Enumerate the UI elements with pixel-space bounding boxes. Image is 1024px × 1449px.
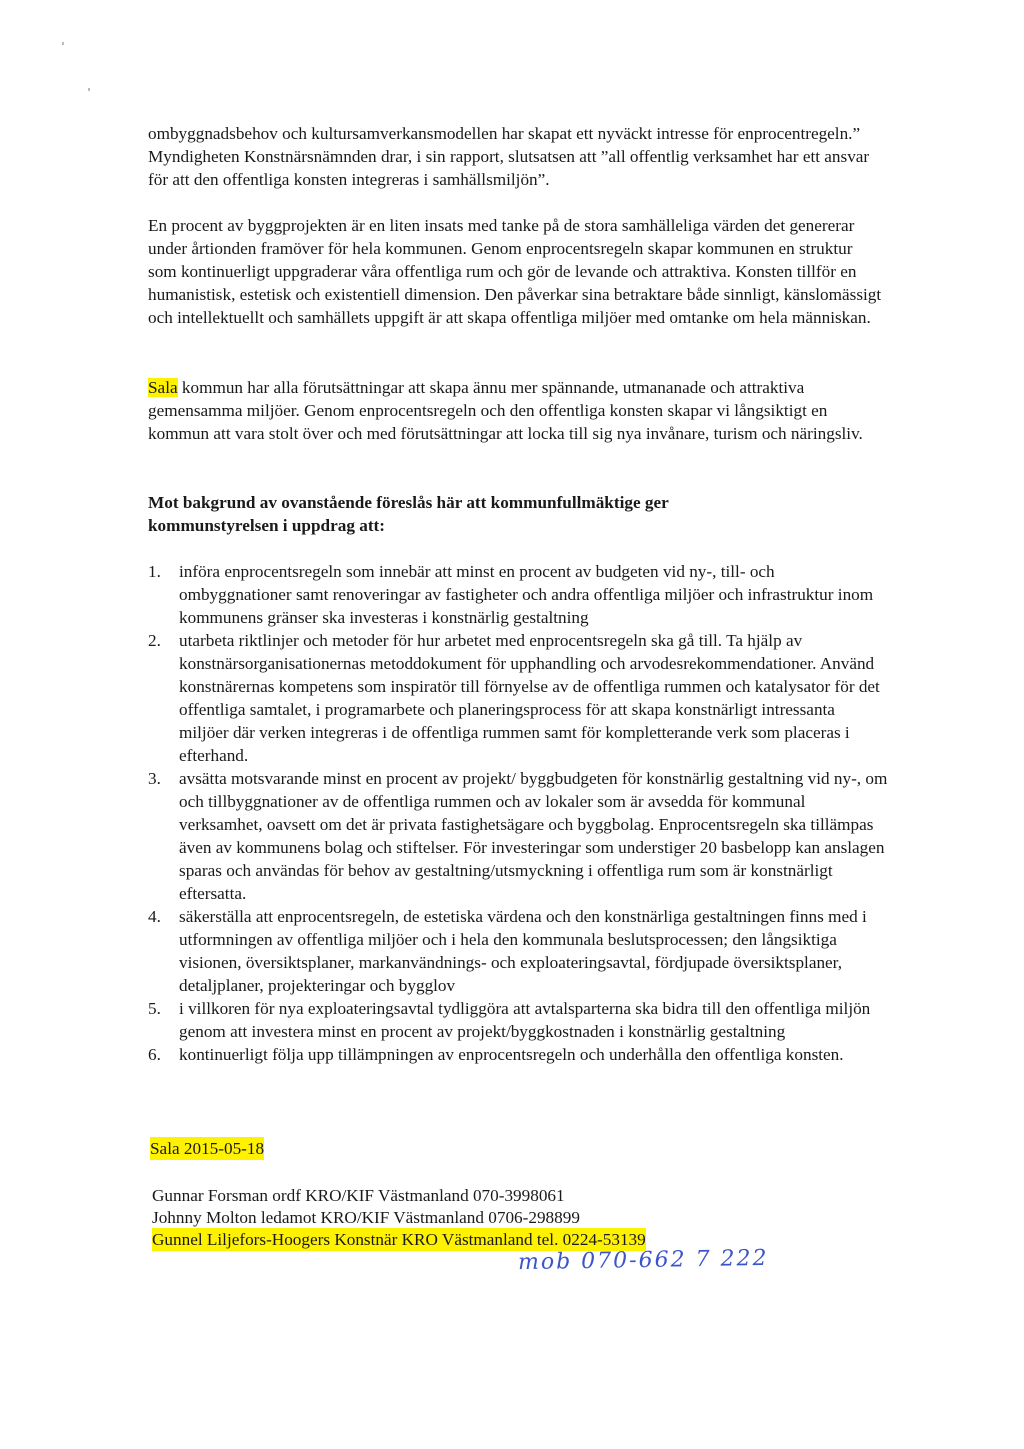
list-number: 3.	[148, 769, 161, 788]
signature-line-highlighted: Gunnel Liljefors-Hoogers Konstnär KRO Västmanland tel. 0224-53139	[152, 1230, 646, 1249]
list-text: avsätta motsvarande minst en procent av projekt/ byggbudgeten för konstnärlig gestaltning vid ny-, om och tillbyggnationer av de offentliga rummen och av lokaler som är avsedda för kommunal verksamhet, oavsett om det är privata fastighetsägare och byggbolag. Enprocentsregeln ska tillämpas även av kommunens bolag och stiftelser. För investeringar som understiger 20 basbelopp kan anslagen sparas och användas för behov av gestaltning/utsmyckning i offentliga rum som är konstnärligt eftersatta.	[179, 769, 888, 903]
scan-speck	[62, 42, 64, 45]
proposal-heading: Mot bakgrund av ovanstående föreslås här att kommunfullmäktige ger kommunstyrelsen i uppdrag att:	[148, 493, 669, 535]
handwritten-phone-note: mob 070-662 7 222	[517, 1245, 769, 1276]
list-number: 1.	[148, 562, 161, 581]
list-number: 2.	[148, 631, 161, 650]
list-text: kontinuerligt följa upp tillämpningen av enprocentsregeln och underhålla den offentliga konsten.	[179, 1045, 844, 1064]
list-item	[148, 767, 888, 905]
signature-line: Johnny Molton ledamot KRO/KIF Västmanland 0706-298899	[152, 1208, 580, 1227]
signature-line: Gunnar Forsman ordf KRO/KIF Västmanland 070-3998061	[152, 1186, 565, 1205]
list-number: 6.	[148, 1045, 161, 1064]
list-item	[148, 1043, 888, 1066]
scan-speck	[88, 88, 90, 91]
list-item	[148, 629, 888, 767]
list-number: 5.	[148, 999, 161, 1018]
list-item	[148, 905, 888, 997]
paragraph-sala	[148, 376, 883, 445]
paragraph-sala-text: kommun har alla förutsättningar att skapa ännu mer spännande, utmananade och attraktiva gemensamma miljöer. Genom enprocentsregeln och den offentliga konsten skapar vi långsiktigt en kommun att vara stolt över och med förutsättningar att locka till sig nya invånare, turism och näringsliv.	[148, 378, 863, 443]
paragraph-one-percent: En procent av byggprojekten är en liten insats med tanke på de stora samhälleliga värden det genererar under årtionden framöver för hela kommunen. Genom enprocentsregeln skapar kommunen en struktur som kontinuerligt uppgraderar våra offentliga rum och gör de levande och attraktiva. Konsten tillför en humanistisk, estetisk och existentiell dimension. Den påverkar sina betraktare både sinnligt, känslomässigt och intellektuellt och samhällets uppgift är att skapa offentliga miljöer med omtanke om hela människan.	[148, 216, 882, 327]
list-number: 4.	[148, 907, 161, 926]
list-item	[148, 560, 888, 629]
proposal-list	[148, 560, 888, 1066]
list-text: i villkoren för nya exploateringsavtal tydliggöra att avtalsparterna ska bidra till den offentliga miljön genom att investera minst en procent av projekt/byggkostnaden i konstnärlig gestaltning	[179, 999, 871, 1041]
list-text: säkerställa att enprocentsregeln, de estetiska värdena och den konstnärliga gestaltningen finns med i utformningen av offentliga miljöer och i hela den kommunala beslutsprocessen; den långsiktiga visionen, översiktsplaner, markanvändnings- och exploateringsavtal, fördjupade översiktsplaner, detaljplaner, projekteringar och bygglov	[179, 907, 867, 995]
list-text: införa enprocentsregeln som innebär att minst en procent av budgeten vid ny-, till- och ombyggnationer samt renoveringar av fastigheter och andra offentliga miljöer och infrastruktur inom kommunens gränser ska investeras i konstnärlig gestaltning	[179, 562, 874, 627]
highlight-sala: Sala	[148, 378, 178, 397]
paragraph-intro: ombyggnadsbehov och kultursamverkansmodellen har skapat ett nyväckt intresse för enprocentregeln.” Myndigheten Konstnärsnämnden drar, i sin rapport, slutsatsen att ”all offentlig verksamhet har ett ansvar för att den offentliga konsten integreras i samhällsmiljön”.	[148, 124, 870, 189]
list-item	[148, 997, 888, 1043]
date-highlighted: Sala 2015-05-18	[150, 1139, 265, 1158]
list-text: utarbeta riktlinjer och metoder för hur arbetet med enprocentsregeln ska gå till. Ta hjälp av konstnärsorganisationernas metoddokument för upphandling och arvodesrekommendationer. Använd konstnärernas kompetens som inspiratör till förnyelse av de offentliga rummen och katalysator för det offentliga samtalet, i programarbete och planeringsprocess för att skapa konstnärligt intressanta miljöer där verken integreras i de offentliga rummen samt för kompletterande verk som placeras i efterhand.	[179, 631, 880, 765]
